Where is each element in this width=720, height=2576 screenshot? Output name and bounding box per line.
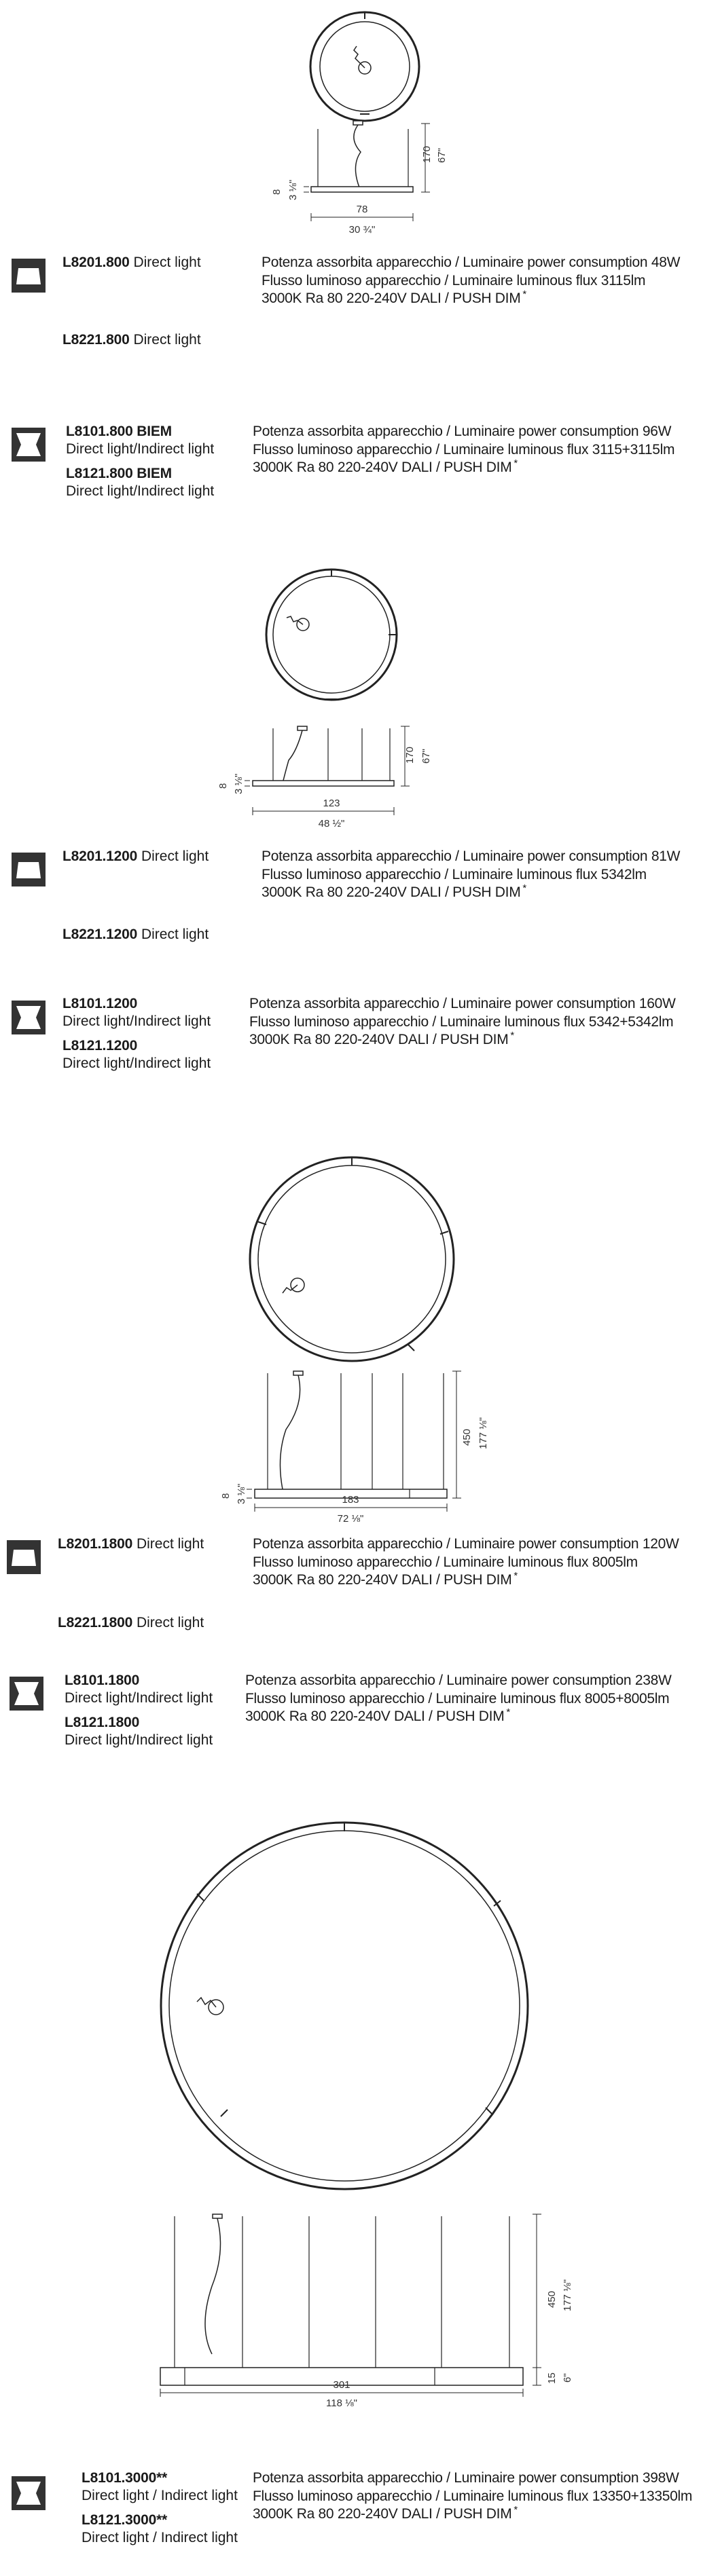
dim-dia-mm-1800: 183 (342, 1494, 359, 1506)
product-code: L8101.1800 (65, 1673, 140, 1688)
light-type: Direct light (136, 1536, 204, 1552)
product-code: L8201.1200 (62, 848, 138, 864)
product-code-alt: L8121.1800 (65, 1715, 140, 1730)
electrical-spec: 3000K Ra 80 220-240V DALI / PUSH DIM (253, 460, 512, 475)
direct-light-icon (12, 853, 46, 886)
dim-thick-mm-3000: 15 (546, 2372, 558, 2384)
dim-height-in-800: 67" (436, 147, 448, 163)
footnote-mark: * (510, 1030, 514, 1041)
footnote-mark: * (514, 1570, 518, 1582)
dim-height-mm-1800: 450 (461, 1428, 473, 1446)
power-spec: Potenza assorbita apparecchio / Luminaire power consumption 96W (253, 424, 672, 439)
power-spec: Potenza assorbita apparecchio / Luminaire power consumption 48W (262, 255, 681, 270)
product-code: L8101.800 BIEM (66, 424, 172, 439)
direct-indirect-light-icon (12, 428, 46, 462)
electrical-spec: 3000K Ra 80 220-240V DALI / PUSH DIM (262, 291, 521, 306)
dim-dia-mm-800: 78 (356, 204, 368, 215)
light-type: Direct light/Indirect light (62, 1013, 211, 1029)
light-type: Direct light (141, 848, 209, 864)
product-code-alt: L8221.1200 (62, 927, 138, 942)
dim-thick-in-1800: 3 ⅛" (236, 1483, 247, 1504)
power-spec: Potenza assorbita apparecchio / Luminaire power consumption 160W (249, 996, 676, 1011)
footnote-mark: * (522, 882, 526, 894)
flux-spec: Flusso luminoso apparecchio / Luminaire luminous flux 3115lm (262, 272, 646, 288)
dim-thick-mm-1800: 8 (220, 1493, 232, 1499)
direct-light-icon (7, 1540, 41, 1574)
light-type-alt: Direct light/Indirect light (62, 1056, 211, 1071)
product-code-alt: L8121.800 BIEM (66, 466, 172, 481)
product-code-alt: L8121.1200 (62, 1038, 138, 1053)
direct-indirect-light-icon (12, 1001, 46, 1034)
plan-view-1800 (0, 1147, 720, 1527)
light-type-alt: Direct light/Indirect light (66, 483, 215, 499)
product-code-block (62, 254, 201, 272)
power-spec: Potenza assorbita apparecchio / Luminaire power consumption 398W (253, 2470, 679, 2486)
spec-block (262, 254, 680, 308)
dim-thick-mm-1200: 8 (217, 783, 229, 789)
light-type-alt: Direct light/Indirect light (65, 1732, 213, 1748)
direct-indirect-light-icon (10, 1677, 43, 1711)
flux-spec: Flusso luminoso apparecchio / Luminaire luminous flux 13350+13350lm (253, 2488, 693, 2504)
power-spec: Potenza assorbita apparecchio / Luminaire power consumption 238W (245, 1673, 672, 1688)
dim-height-mm-1200: 170 (404, 746, 416, 764)
dim-height-in-3000: 177 ⅛" (562, 2279, 573, 2311)
flux-spec: Flusso luminoso apparecchio / Luminaire luminous flux 5342lm (262, 866, 647, 882)
dim-thick-mm-800: 8 (271, 189, 283, 195)
flux-spec: Flusso luminoso apparecchio / Luminaire luminous flux 8005+8005lm (245, 1690, 670, 1706)
dim-thick-in-3000: 6" (562, 2373, 573, 2383)
flux-spec: Flusso luminoso apparecchio / Luminaire luminous flux 5342+5342lm (249, 1013, 674, 1030)
dim-thick-in-1200: 3 ⅛" (233, 773, 245, 794)
direct-light-icon (12, 259, 46, 293)
light-type-alt: Direct light (141, 927, 209, 942)
product-code: L8101.1200 (62, 996, 138, 1011)
plan-view-1200 (0, 557, 720, 842)
flux-spec: Flusso luminoso apparecchio / Luminaire luminous flux 3115+3115lm (253, 441, 675, 458)
dim-height-mm-3000: 450 (546, 2290, 558, 2308)
plan-view-800 (0, 0, 720, 244)
footnote-mark: * (522, 288, 526, 300)
dim-height-mm-800: 170 (421, 145, 433, 163)
electrical-spec: 3000K Ra 80 220-240V DALI / PUSH DIM (253, 1572, 512, 1588)
product-code: L8101.3000** (82, 2470, 168, 2486)
product-code: L8201.800 (62, 255, 130, 270)
light-type: Direct light/Indirect light (66, 441, 215, 457)
product-code-alt: L8121.3000** (82, 2512, 168, 2528)
light-type-alt: Direct light (133, 332, 201, 348)
dim-dia-in-1200: 48 ½" (318, 818, 345, 829)
light-type: Direct light (133, 255, 201, 270)
dim-dia-in-1800: 72 ⅛" (337, 1513, 364, 1525)
light-type-alt: Direct light (136, 1615, 204, 1630)
dim-dia-mm-1200: 123 (323, 798, 340, 809)
dim-height-in-1200: 67" (420, 748, 432, 764)
product-code-alt: L8221.800 (62, 332, 130, 348)
light-type-alt: Direct light / Indirect light (82, 2530, 238, 2545)
footnote-mark: * (514, 2504, 518, 2516)
footnote-mark: * (506, 1706, 510, 1718)
direct-indirect-light-icon (12, 2476, 46, 2510)
light-type: Direct light / Indirect light (82, 2488, 238, 2503)
electrical-spec: 3000K Ra 80 220-240V DALI / PUSH DIM (245, 1709, 505, 1724)
product-code: L8201.1800 (58, 1536, 133, 1552)
power-spec: Potenza assorbita apparecchio / Luminaire power consumption 81W (262, 848, 681, 864)
dim-dia-mm-3000: 301 (333, 2379, 350, 2391)
light-type: Direct light/Indirect light (65, 1690, 213, 1706)
product-code-alt: L8221.1800 (58, 1615, 133, 1630)
dim-thick-in-800: 3 ⅛" (287, 179, 299, 200)
electrical-spec: 3000K Ra 80 220-240V DALI / PUSH DIM (262, 884, 521, 900)
dim-dia-in-3000: 118 ⅛" (326, 2397, 357, 2409)
flux-spec: Flusso luminoso apparecchio / Luminaire luminous flux 8005lm (253, 1554, 638, 1570)
plan-view-3000 (0, 1792, 720, 2410)
power-spec: Potenza assorbita apparecchio / Luminaire power consumption 120W (253, 1536, 679, 1552)
electrical-spec: 3000K Ra 80 220-240V DALI / PUSH DIM (253, 2506, 512, 2522)
footnote-mark: * (514, 458, 518, 469)
dim-height-in-1800: 177 ⅛" (478, 1417, 489, 1449)
electrical-spec: 3000K Ra 80 220-240V DALI / PUSH DIM (249, 1032, 509, 1047)
dim-dia-in-800: 30 ¾" (348, 224, 376, 236)
